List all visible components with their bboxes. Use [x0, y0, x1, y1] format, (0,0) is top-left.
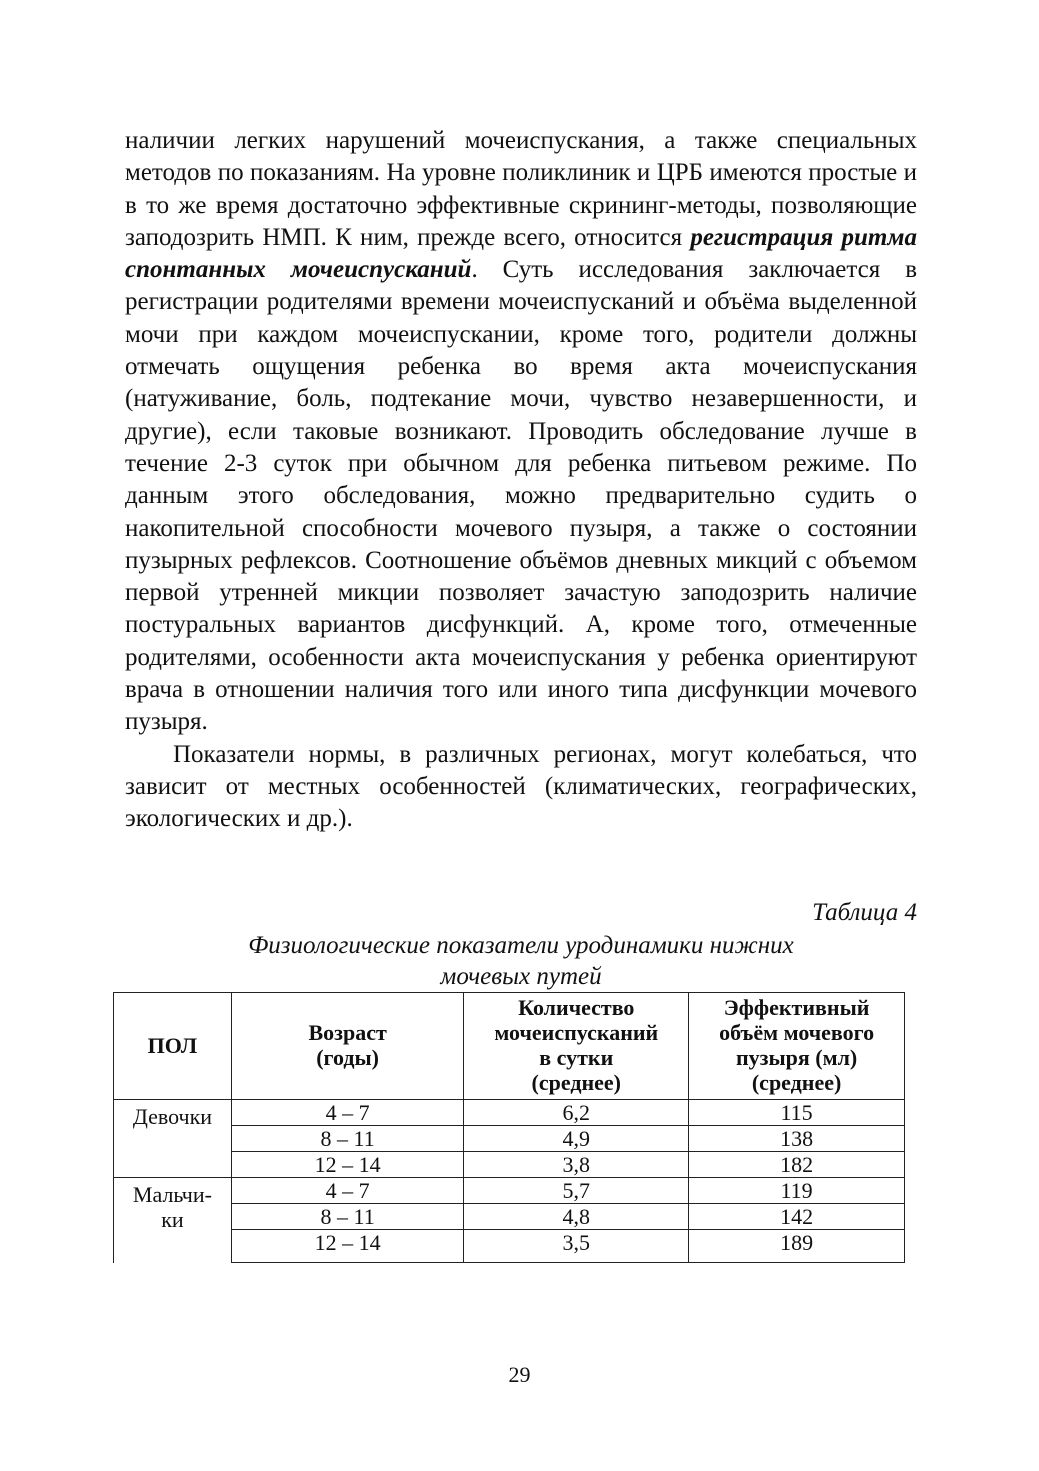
header-volume-line-1: Эффективный	[723, 995, 870, 1020]
header-count-line-2: мочеиспусканий	[494, 1020, 659, 1045]
table-title-line-2: мочевых путей	[440, 963, 602, 990]
header-age-line-2: (годы)	[316, 1045, 380, 1070]
volume-cell: 115	[689, 1100, 905, 1126]
header-count	[464, 993, 689, 1100]
age-cell: 8 – 11	[231, 1126, 463, 1152]
paragraph-1-start: наличии легких нарушений мочеиспускания, а также специальных методов по показаниям. На уровне поликлиник и ЦРБ имеются простые и в то же время достаточно эффективные скрининг-методы, позволяющие заподозрить НМП. К ним, прежде всего, относится	[125, 127, 917, 251]
volume-cell: 119	[689, 1178, 905, 1204]
age-cell: 12 – 14	[231, 1152, 463, 1178]
urodynamics-table	[113, 992, 905, 1263]
count-cell: 3,8	[464, 1152, 689, 1178]
sex-boys	[114, 1178, 232, 1263]
table-row	[114, 1100, 905, 1126]
table-header-row	[114, 993, 905, 1100]
sex-boys-line-1: Мальчи-	[132, 1182, 212, 1207]
emphasis-rhythm-registration: регистрация ритма спонтанных мочеиспусканий	[125, 223, 917, 284]
count-cell: 5,7	[464, 1178, 689, 1204]
volume-cell: 182	[689, 1152, 905, 1178]
header-count-line-3: в сутки	[539, 1045, 614, 1070]
count-cell: 3,5	[464, 1230, 689, 1263]
table-title	[125, 930, 917, 992]
count-cell: 4,8	[464, 1204, 689, 1230]
table-number: Таблица 4	[812, 899, 917, 926]
paragraph-1	[125, 125, 917, 739]
volume-cell: 142	[689, 1204, 905, 1230]
age-cell: 4 – 7	[231, 1100, 463, 1126]
sex-girls: Девочки	[114, 1100, 232, 1178]
table-row	[114, 1178, 905, 1204]
header-sex: ПОЛ	[114, 993, 232, 1100]
sex-boys-line-2: ки	[161, 1207, 184, 1232]
volume-cell: 189	[689, 1230, 905, 1263]
count-cell: 6,2	[464, 1100, 689, 1126]
page-number: 29	[508, 1362, 531, 1387]
table-title-line-1: Физиологические показатели уродинамики нижних	[248, 932, 794, 959]
header-age-line-1: Возраст	[308, 1020, 387, 1045]
header-volume	[689, 993, 905, 1100]
table-row	[114, 1126, 905, 1152]
volume-cell: 138	[689, 1126, 905, 1152]
count-cell: 4,9	[464, 1126, 689, 1152]
age-cell: 8 – 11	[231, 1204, 463, 1230]
table-row	[114, 1204, 905, 1230]
header-volume-line-2: объём мочевого	[719, 1020, 875, 1045]
paragraph-2: Показатели нормы, в различных регионах, могут колебаться, что зависит от местных особенностей (климатических, географических, экологических и др.).	[125, 740, 917, 833]
body-text	[125, 125, 917, 836]
header-volume-line-3: пузыря (мл)	[735, 1045, 858, 1070]
paragraph-1-end: . Суть исследования заключается в регистрации родителями времени мочеиспусканий и объёма выделенной мочи при каждом мочеиспускании, кроме того, родители должны отмечать ощущения ребенка во время акта мочеиспускания (натуживание, боль, подтекание мочи, чувство незавершенности, и другие), если таковые возникают. Проводить обследование лучше в течение 2-3 суток при обычном для ребенка питьевом режиме. По данным этого обследования, можно предварительно судить о накопительной способности мочевого пузыря, а также о состоянии пузырных рефлексов. Соотношение объёмов дневных микций с объемом первой утренней микции позволяет зачастую заподозрить наличие постуральных вариантов дисфункций. А, кроме того, отмеченные родителями, особенности акта мочеиспускания у ребенка ориентируют врача в отношении наличия того или иного типа дисфункции мочевого пузыря.	[125, 256, 918, 736]
age-cell: 12 – 14	[231, 1230, 463, 1263]
header-volume-line-4: (среднее)	[751, 1070, 842, 1095]
header-count-line-4: (среднее)	[531, 1070, 622, 1095]
table-row	[114, 1152, 905, 1178]
table-row	[114, 1230, 905, 1263]
header-count-line-1: Количество	[518, 995, 635, 1020]
header-age	[231, 993, 463, 1100]
age-cell: 4 – 7	[231, 1178, 463, 1204]
